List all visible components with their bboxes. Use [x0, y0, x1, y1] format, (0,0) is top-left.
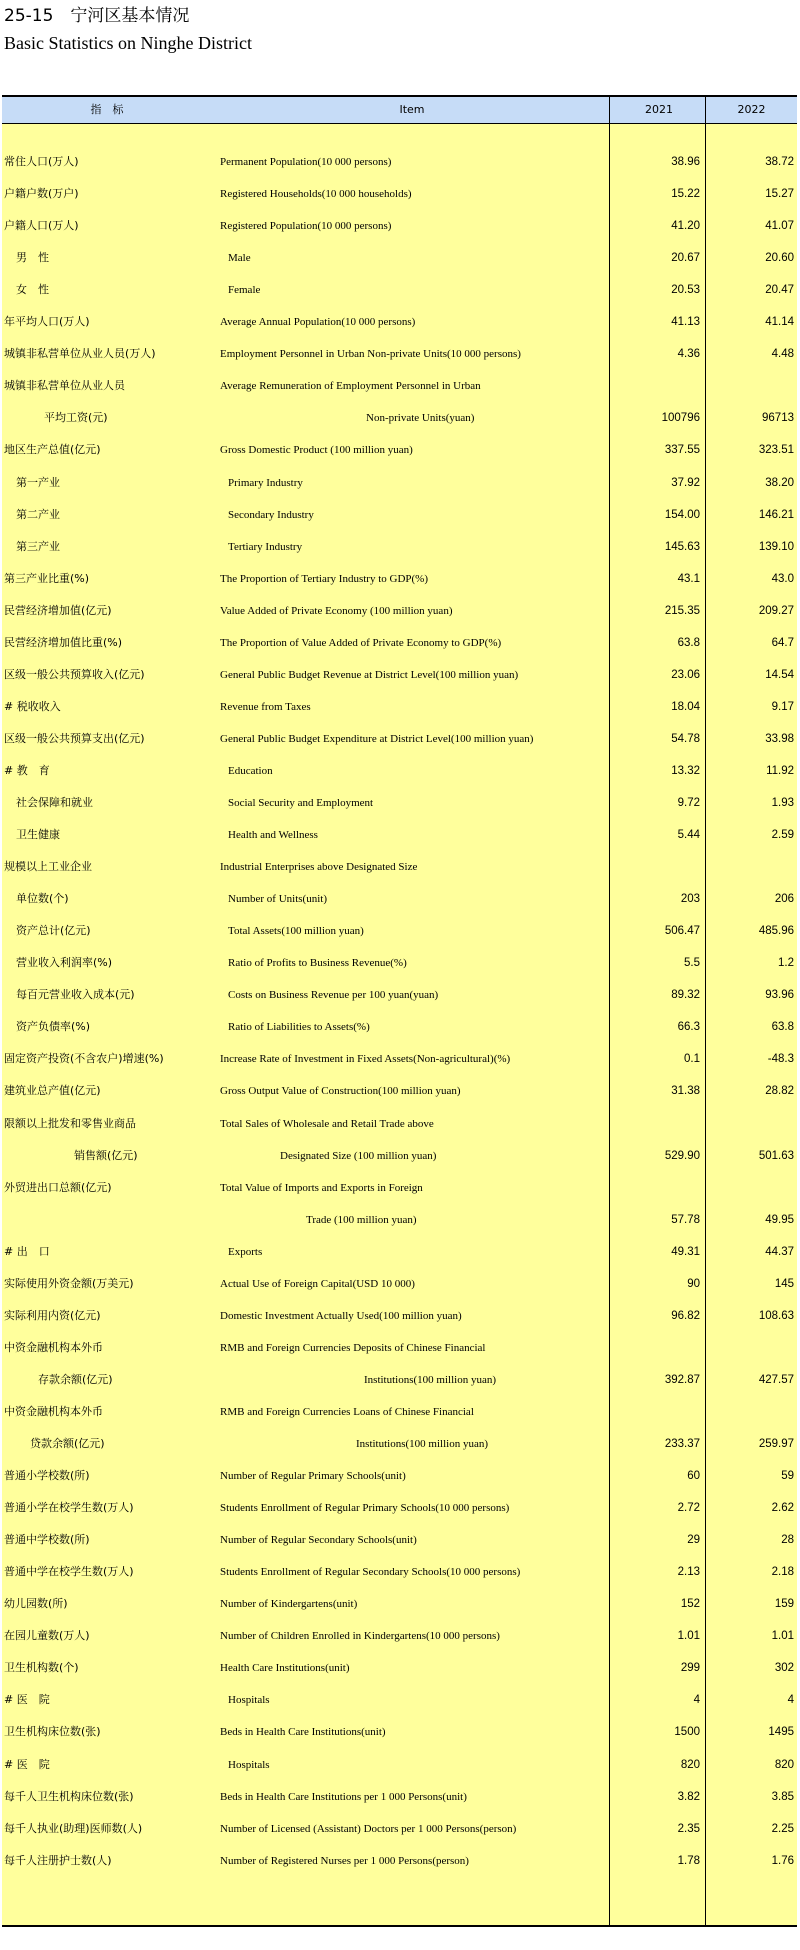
- row-indicator-cn: 限额以上批发和零售业商品: [4, 1116, 136, 1130]
- row-indicator-cn: 第三产业比重(%): [4, 571, 90, 585]
- value-2021: 2.35: [677, 1822, 700, 1835]
- table-row: [2, 338, 797, 370]
- table-row: [2, 1556, 797, 1588]
- row-item-en: Designated Size (100 million yuan): [280, 1149, 437, 1162]
- value-2021: 154.00: [664, 508, 700, 521]
- value-2021: 2.13: [677, 1566, 700, 1579]
- value-2022: 2.25: [771, 1822, 794, 1835]
- table-header: [2, 97, 797, 124]
- table-row: [2, 659, 797, 691]
- table-row: [2, 1813, 797, 1845]
- value-2022: 43.0: [771, 572, 794, 585]
- row-indicator-cn: 区级一般公共预算收入(亿元): [4, 667, 145, 681]
- table-row: [2, 947, 797, 979]
- value-2022: [706, 1332, 794, 1364]
- row-item-en: Increase Rate of Investment in Fixed Assets(Non-agricultural)(%): [220, 1053, 511, 1066]
- row-item-en: Number of Regular Secondary Schools(unit): [220, 1534, 417, 1547]
- table-row: [2, 467, 797, 499]
- value-2022: 28: [781, 1534, 794, 1547]
- row-item-en: Number of Registered Nurses per 1 000 Persons(person): [220, 1854, 469, 1867]
- value-2021: 31.38: [671, 1085, 700, 1098]
- row-item-en: Number of Regular Primary Schools(unit): [220, 1470, 406, 1483]
- row-indicator-cn: 普通中学校数(所): [4, 1533, 90, 1547]
- row-indicator-cn: 户籍人口(万人): [4, 219, 79, 233]
- table-row: [2, 1749, 797, 1781]
- row-item-en: Beds in Health Care Institutions per 1 000 Persons(unit): [220, 1790, 467, 1803]
- value-2022: 2.18: [771, 1566, 794, 1579]
- row-indicator-cn: 销售额(亿元): [74, 1148, 138, 1162]
- row-item-en: Industrial Enterprises above Designated Size: [220, 861, 418, 874]
- table-row: [2, 1011, 797, 1043]
- table-row: [2, 370, 797, 402]
- page-subtitle: Basic Statistics on Ninghe District: [4, 33, 252, 53]
- table-row: [2, 1428, 797, 1460]
- table-row: [2, 274, 797, 306]
- value-2022: 11.92: [766, 764, 794, 777]
- value-2022: -48.3: [767, 1053, 794, 1066]
- value-2022: 501.63: [758, 1149, 794, 1162]
- value-2022: 44.37: [765, 1245, 794, 1258]
- statistics-table: [2, 95, 797, 1927]
- value-2022: 1.01: [771, 1630, 794, 1643]
- value-2021: 89.32: [671, 989, 700, 1002]
- row-item-en: Health and Wellness: [228, 829, 318, 842]
- row-item-en: Female: [228, 284, 261, 297]
- value-2022: 49.95: [765, 1213, 794, 1226]
- value-2022: 108.63: [758, 1309, 794, 1322]
- value-2022: 59: [781, 1470, 794, 1483]
- header-year-2022: 2022: [737, 103, 766, 116]
- row-indicator-cn: 卫生机构床位数(张): [4, 1725, 101, 1739]
- value-2022: 1.2: [778, 957, 794, 970]
- value-2021: 820: [680, 1758, 700, 1771]
- table-row: [2, 915, 797, 947]
- value-2021: [612, 1332, 700, 1364]
- row-item-en: Gross Domestic Product (100 million yuan): [220, 444, 413, 457]
- table-row: [2, 1588, 797, 1620]
- value-2022: [706, 1396, 794, 1428]
- row-indicator-cn: 资产总计(亿元): [16, 924, 91, 938]
- value-2022: 20.60: [765, 252, 794, 265]
- row-item-en: Number of Children Enrolled in Kindergartens(10 000 persons): [220, 1630, 500, 1643]
- row-item-en: Institutions(100 million yuan): [364, 1373, 496, 1386]
- row-indicator-cn: 每百元营业收入成本(元): [16, 988, 135, 1002]
- table-row: [2, 1204, 797, 1236]
- row-item-en: Registered Households(10 000 households): [220, 188, 412, 201]
- row-item-en: Male: [228, 252, 251, 265]
- value-2022: [706, 1108, 794, 1140]
- page-title-block: [4, 4, 252, 56]
- value-2022: 820: [774, 1758, 794, 1771]
- value-2021: [612, 1108, 700, 1140]
- value-2022: 63.8: [771, 1021, 794, 1034]
- table-row: [2, 787, 797, 819]
- table-row: [2, 1108, 797, 1140]
- row-indicator-cn: # 医 院: [4, 1693, 50, 1707]
- row-indicator-cn: 女 性: [16, 283, 49, 297]
- table-row: [2, 1620, 797, 1652]
- row-item-en: Number of Licensed (Assistant) Doctors per 1 000 Persons(person): [220, 1822, 517, 1835]
- row-item-en: Total Value of Imports and Exports in Foreign: [220, 1181, 423, 1194]
- row-item-en: Institutions(100 million yuan): [356, 1438, 488, 1450]
- row-item-en: Revenue from Taxes: [220, 700, 311, 713]
- value-2021: [612, 370, 700, 402]
- table-row: [2, 851, 797, 883]
- table-row: [2, 1332, 797, 1364]
- row-item-en: Tertiary Industry: [228, 540, 303, 553]
- value-2021: 145.63: [664, 540, 700, 553]
- value-2021: 1.78: [677, 1854, 700, 1867]
- value-2022: 14.54: [765, 668, 794, 681]
- value-2021: 57.78: [671, 1213, 700, 1226]
- row-indicator-cn: 建筑业总产值(亿元): [4, 1084, 101, 1098]
- table-row: [2, 979, 797, 1011]
- row-item-en: RMB and Foreign Currencies Deposits of Chinese Financial: [220, 1341, 486, 1354]
- value-2022: 206: [774, 893, 794, 906]
- row-indicator-cn: 在园儿童数(万人): [4, 1629, 90, 1643]
- value-2021: 9.72: [677, 797, 700, 809]
- table-row: [2, 1364, 797, 1396]
- table-row: [2, 1075, 797, 1107]
- row-item-en: Ratio of Profits to Business Revenue(%): [228, 957, 407, 970]
- value-2022: 1495: [768, 1726, 794, 1739]
- row-indicator-cn: 卫生机构数(个): [4, 1661, 79, 1675]
- value-2022: 485.96: [758, 925, 794, 938]
- value-2021: 4: [693, 1694, 700, 1707]
- value-2022: 1.93: [771, 797, 794, 809]
- value-2022: 1.76: [771, 1854, 794, 1867]
- value-2022: 259.97: [758, 1438, 794, 1450]
- row-indicator-cn: 常住人口(万人): [4, 155, 79, 168]
- row-indicator-cn: 外贸进出口总额(亿元): [4, 1180, 112, 1194]
- row-indicator-cn: 男 性: [16, 251, 49, 265]
- row-item-en: Primary Industry: [228, 476, 303, 489]
- value-2022: [706, 1172, 794, 1204]
- value-2021: 23.06: [671, 668, 700, 681]
- row-indicator-cn: # 医 院: [4, 1757, 50, 1771]
- table-row: [2, 1716, 797, 1748]
- row-item-en: Students Enrollment of Regular Secondary Schools(10 000 persons): [220, 1566, 521, 1579]
- value-2021: 337.55: [664, 444, 700, 457]
- row-item-en: Exports: [228, 1245, 263, 1258]
- value-2021: [612, 1396, 700, 1428]
- value-2021: 0.1: [684, 1053, 700, 1066]
- row-indicator-cn: 区级一般公共预算支出(亿元): [4, 731, 145, 745]
- table-row: [2, 1652, 797, 1684]
- value-2021: 529.90: [664, 1149, 700, 1162]
- value-2022: 93.96: [765, 989, 794, 1002]
- row-item-en: Domestic Investment Actually Used(100 million yuan): [220, 1309, 462, 1322]
- row-indicator-cn: 地区生产总值(亿元): [4, 443, 101, 457]
- row-indicator-cn: 普通小学校数(所): [4, 1469, 90, 1483]
- row-item-en: Costs on Business Revenue per 100 yuan(yuan): [228, 989, 439, 1002]
- value-2021: 299: [680, 1662, 700, 1675]
- row-indicator-cn: 贷款余额(亿元): [30, 1437, 105, 1450]
- value-2021: 506.47: [664, 925, 700, 938]
- value-2021: 20.67: [671, 252, 700, 265]
- row-item-en: Permanent Population(10 000 persons): [220, 156, 392, 168]
- value-2021: 215.35: [664, 604, 700, 617]
- row-indicator-cn: # 税收收入: [4, 699, 61, 713]
- row-indicator-cn: 存款余额(亿元): [38, 1372, 113, 1386]
- value-2021: 233.37: [664, 1438, 700, 1450]
- row-item-en: Registered Population(10 000 persons): [220, 220, 392, 233]
- row-indicator-cn: # 出 口: [4, 1244, 50, 1258]
- value-2021: 1500: [674, 1726, 700, 1739]
- value-2021: 90: [687, 1277, 700, 1290]
- table-row: [2, 1492, 797, 1524]
- header-item: Item: [399, 103, 425, 116]
- row-item-en: Number of Kindergartens(unit): [220, 1598, 358, 1611]
- value-2022: 3.85: [771, 1790, 794, 1803]
- row-item-en: General Public Budget Revenue at District Level(100 million yuan): [220, 668, 519, 681]
- value-2022: 146.21: [758, 508, 794, 521]
- table-row: [2, 563, 797, 595]
- value-2021: 2.72: [677, 1502, 700, 1515]
- row-indicator-cn: 普通中学在校学生数(万人): [4, 1565, 134, 1579]
- row-item-en: Average Remuneration of Employment Personnel in Urban: [220, 380, 481, 393]
- table-row: [2, 627, 797, 659]
- value-2022: 4.48: [771, 348, 794, 361]
- row-item-en: Education: [228, 764, 273, 777]
- row-indicator-cn: 单位数(个): [16, 892, 69, 906]
- value-2021: 41.13: [671, 316, 700, 329]
- row-indicator-cn: 中资金融机构本外币: [4, 1340, 103, 1354]
- table-row: [2, 499, 797, 531]
- value-2021: 43.1: [677, 572, 700, 585]
- value-2021: 15.22: [671, 188, 700, 201]
- table-row: [2, 178, 797, 210]
- table-row: [2, 1236, 797, 1268]
- row-item-en: Non-private Units(yuan): [366, 412, 475, 425]
- row-indicator-cn: 民营经济增加值(亿元): [4, 603, 112, 617]
- row-item-en: Actual Use of Foreign Capital(USD 10 000): [220, 1277, 415, 1290]
- value-2021: 1.01: [677, 1630, 700, 1643]
- value-2021: 96.82: [671, 1309, 700, 1322]
- table-row: [2, 1172, 797, 1204]
- value-2021: 38.96: [671, 156, 700, 168]
- table-row: [2, 755, 797, 787]
- row-indicator-cn: 每千人执业(助理)医师数(人): [4, 1821, 143, 1835]
- table-row: [2, 434, 797, 466]
- value-2022: 302: [774, 1662, 794, 1675]
- row-indicator-cn: 规模以上工业企业: [4, 860, 92, 874]
- table-row: [2, 1845, 797, 1877]
- table-row: [2, 1460, 797, 1492]
- table-row: [2, 691, 797, 723]
- row-item-en: Beds in Health Care Institutions(unit): [220, 1726, 386, 1739]
- row-item-en: Number of Units(unit): [228, 893, 327, 906]
- value-2021: 13.32: [671, 764, 700, 777]
- value-2021: 100796: [661, 412, 700, 425]
- value-2022: 33.98: [765, 732, 794, 745]
- value-2022: 323.51: [758, 444, 794, 457]
- row-item-en: Students Enrollment of Regular Primary Schools(10 000 persons): [220, 1502, 510, 1515]
- row-item-en: Average Annual Population(10 000 persons): [220, 316, 416, 329]
- value-2021: 152: [680, 1598, 700, 1611]
- header-indicator: 指 标: [90, 103, 124, 116]
- table-row: [2, 242, 797, 274]
- table-row: [2, 1043, 797, 1075]
- row-item-en: Trade (100 million yuan): [306, 1213, 417, 1226]
- table-row: [2, 1268, 797, 1300]
- row-indicator-cn: 第二产业: [16, 507, 60, 521]
- value-2021: 66.3: [677, 1021, 700, 1034]
- value-2022: 20.47: [765, 284, 794, 297]
- row-item-en: Secondary Industry: [228, 508, 314, 521]
- table-row: [2, 1396, 797, 1428]
- row-item-en: The Proportion of Tertiary Industry to GDP(%): [220, 572, 428, 585]
- value-2022: 159: [774, 1598, 794, 1611]
- row-item-en: Hospitals: [228, 1694, 270, 1707]
- row-item-en: Total Assets(100 million yuan): [228, 925, 364, 938]
- value-2021: 29: [687, 1534, 700, 1547]
- row-item-en: Ratio of Liabilities to Assets(%): [228, 1021, 370, 1034]
- value-2022: 28.82: [765, 1085, 794, 1098]
- value-2022: 38.20: [765, 476, 794, 489]
- value-2021: 60: [687, 1470, 700, 1483]
- value-2022: 4: [787, 1694, 794, 1707]
- row-indicator-cn: 平均工资(元): [44, 411, 108, 425]
- value-2022: 209.27: [758, 604, 794, 617]
- table-row: [2, 306, 797, 338]
- row-item-en: RMB and Foreign Currencies Loans of Chinese Financial: [220, 1405, 474, 1418]
- header-year-2021: 2021: [645, 103, 673, 116]
- table-row: [2, 723, 797, 755]
- row-item-en: The Proportion of Value Added of Private Economy to GDP(%): [220, 636, 502, 649]
- table-row: [2, 819, 797, 851]
- value-2021: 20.53: [671, 284, 700, 297]
- value-2021: 18.04: [671, 700, 700, 713]
- value-2021: 41.20: [671, 220, 700, 233]
- row-indicator-cn: 幼儿园数(所): [4, 1597, 68, 1611]
- row-item-en: Social Security and Employment: [228, 797, 374, 809]
- row-item-en: General Public Budget Expenditure at District Level(100 million yuan): [220, 732, 534, 745]
- table-row: [2, 595, 797, 627]
- value-2021: 37.92: [671, 476, 700, 489]
- row-indicator-cn: 社会保障和就业: [16, 796, 93, 809]
- value-2022: 41.14: [765, 316, 794, 329]
- row-indicator-cn: 营业收入利润率(%): [16, 956, 113, 970]
- value-2022: 15.27: [765, 188, 794, 201]
- row-item-en: Hospitals: [228, 1758, 270, 1771]
- row-item-en: Total Sales of Wholesale and Retail Trade above: [220, 1117, 434, 1130]
- row-indicator-cn: 实际利用内资(亿元): [4, 1308, 101, 1322]
- table-row: [2, 1684, 797, 1716]
- value-2021: 5.44: [677, 829, 700, 842]
- row-indicator-cn: 第三产业: [16, 539, 60, 553]
- row-indicator-cn: 户籍户数(万户): [4, 187, 79, 201]
- row-indicator-cn: 中资金融机构本外币: [4, 1404, 103, 1418]
- value-2021: 54.78: [671, 732, 700, 745]
- value-2021: 5.5: [684, 957, 700, 970]
- value-2021: 49.31: [671, 1245, 700, 1258]
- row-indicator-cn: 资产负债率(%): [16, 1020, 91, 1034]
- row-item-en: Gross Output Value of Construction(100 million yuan): [220, 1085, 461, 1098]
- value-2021: 4.36: [677, 348, 700, 361]
- value-2022: 139.10: [758, 540, 794, 553]
- row-indicator-cn: 第一产业: [16, 475, 60, 489]
- value-2022: 2.62: [771, 1502, 794, 1515]
- table-row: [2, 146, 797, 178]
- table-row: [2, 402, 797, 434]
- table-row: [2, 1524, 797, 1556]
- table-row: [2, 1140, 797, 1172]
- row-indicator-cn: 城镇非私营单位从业人员: [4, 379, 125, 393]
- value-2022: [706, 370, 794, 402]
- row-item-en: Health Care Institutions(unit): [220, 1662, 350, 1675]
- value-2022: 9.17: [771, 700, 794, 713]
- value-2022: 64.7: [771, 636, 794, 649]
- table-row: [2, 883, 797, 915]
- value-2021: 63.8: [677, 636, 700, 649]
- value-2021: 3.82: [677, 1790, 700, 1803]
- row-indicator-cn: 每千人卫生机构床位数(张): [4, 1789, 134, 1803]
- row-indicator-cn: 城镇非私营单位从业人员(万人): [4, 347, 156, 361]
- value-2022: 145: [774, 1277, 794, 1290]
- value-2021: 392.87: [664, 1373, 700, 1386]
- row-indicator-cn: 每千人注册护士数(人): [4, 1853, 112, 1867]
- table-row: [2, 1300, 797, 1332]
- value-2022: 2.59: [771, 829, 794, 842]
- value-2022: 96713: [762, 412, 794, 425]
- row-indicator-cn: 固定资产投资(不含农户)增速(%): [4, 1052, 164, 1066]
- value-2022: [706, 851, 794, 883]
- value-2022: 427.57: [758, 1373, 794, 1386]
- row-indicator-cn: # 教 育: [4, 763, 50, 777]
- value-2022: 41.07: [765, 220, 794, 233]
- value-2021: 203: [680, 893, 700, 906]
- row-item-en: Value Added of Private Economy (100 million yuan): [220, 604, 453, 617]
- row-indicator-cn: 普通小学在校学生数(万人): [4, 1501, 134, 1515]
- value-2021: [612, 1172, 700, 1204]
- table-row: [2, 531, 797, 563]
- row-indicator-cn: 实际使用外资金额(万美元): [4, 1276, 134, 1290]
- row-indicator-cn: 卫生健康: [16, 828, 60, 842]
- table-row: [2, 210, 797, 242]
- value-2021: [612, 851, 700, 883]
- row-indicator-cn: 年平均人口(万人): [4, 315, 90, 329]
- row-item-en: Employment Personnel in Urban Non-private Units(10 000 persons): [220, 348, 521, 361]
- value-2022: 38.72: [765, 156, 794, 168]
- table-row: [2, 1781, 797, 1813]
- page-title: 25-15 宁河区基本情况: [4, 6, 190, 26]
- row-indicator-cn: 民营经济增加值比重(%): [4, 635, 123, 649]
